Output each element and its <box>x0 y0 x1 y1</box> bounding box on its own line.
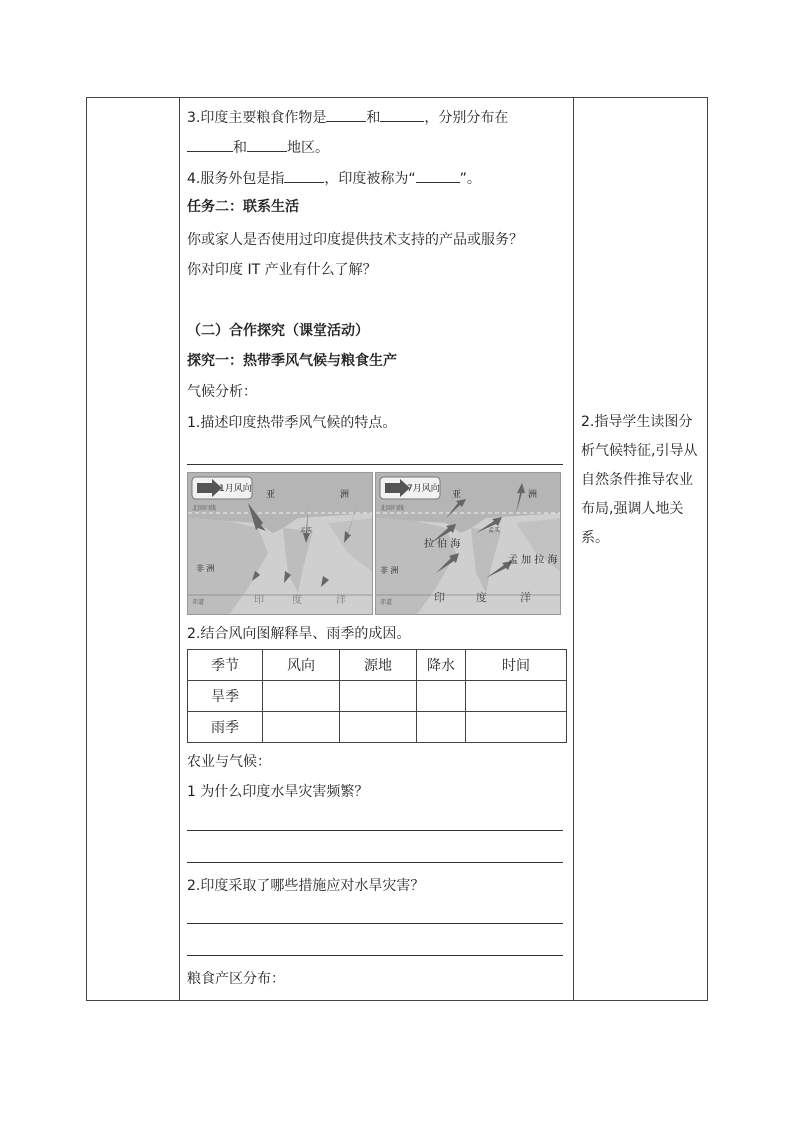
question-3-text: ，分别分布在 <box>424 110 509 126</box>
map-label: 度 <box>292 595 302 606</box>
answer-cell[interactable] <box>466 712 567 743</box>
task-2-question-2: 你对印度 IT 产业有什么了解？ <box>187 262 377 278</box>
teaching-note: 2.指导学生读图分析气候特征,引导从自然条件推导农业布局,强调人地关系。 <box>581 414 698 546</box>
question-3-line-1 <box>187 107 508 127</box>
map-label: 孟买 <box>300 527 313 534</box>
task-2-question-1: 你或家人是否使用过印度提供技术支持的产品或服务？ <box>187 232 523 248</box>
explore-title: 探究一：热带季风气候与粮食生产 <box>187 353 397 369</box>
header-cell: 风向 <box>263 650 340 681</box>
grain-region-label: 粮食产区分布： <box>187 971 285 987</box>
question-4 <box>187 168 481 188</box>
answer-cell[interactable] <box>340 681 417 712</box>
header-cell: 季节 <box>188 650 263 681</box>
map-legend: 7月风向 <box>407 484 440 494</box>
map-label: 孟买 <box>488 527 501 534</box>
season-table <box>187 649 567 743</box>
answer-cell[interactable] <box>417 681 466 712</box>
climate-question-1: 1.描述印度热带季风气候的特点。 <box>187 415 397 431</box>
question-4-text: ，印度被称为“ <box>324 171 416 187</box>
answer-blank[interactable] <box>380 107 424 122</box>
table-header-row <box>188 650 567 681</box>
climate-label: 气候分析： <box>187 384 257 400</box>
map-label: 度 <box>476 591 487 604</box>
table-row <box>188 712 567 743</box>
lesson-table <box>86 97 708 1001</box>
map-label: 拉 伯 海 <box>424 539 461 550</box>
question-3-text: 和 <box>233 140 247 156</box>
map-label: 洲 <box>340 490 350 500</box>
answer-cell[interactable] <box>340 712 417 743</box>
answer-cell[interactable] <box>466 681 567 712</box>
map-label: 印 <box>434 591 445 604</box>
header-cell: 时间 <box>466 650 567 681</box>
map-label: 印 <box>254 595 264 606</box>
agriculture-question-1: 1 为什么印度水旱灾害频繁？ <box>187 784 369 800</box>
section-title: （二）合作探究（课堂活动） <box>187 323 369 339</box>
answer-line[interactable] <box>187 862 563 863</box>
answer-cell[interactable] <box>263 681 340 712</box>
answer-blank[interactable] <box>326 107 366 122</box>
wind-direction-maps <box>187 472 563 615</box>
answer-line[interactable] <box>187 923 563 924</box>
climate-question-2: 2.结合风向图解释旱、雨季的成因。 <box>187 626 411 642</box>
answer-line[interactable] <box>187 464 563 465</box>
question-3-line-2 <box>187 137 329 157</box>
map-label: 北回归线 <box>380 505 405 512</box>
question-3-text: 和 <box>366 110 381 126</box>
map-label: 非 洲 <box>196 564 215 573</box>
map-label: 亚 <box>266 490 276 500</box>
map-label: 北回归线 <box>192 505 217 512</box>
answer-blank[interactable] <box>416 168 460 183</box>
january-wind-map <box>187 472 373 615</box>
question-3-text: 地区。 <box>287 140 329 156</box>
agriculture-question-2: 2.印度采取了哪些措施应对水旱灾害？ <box>187 878 425 894</box>
answer-blank[interactable] <box>247 137 287 152</box>
season-cell: 雨季 <box>188 712 263 743</box>
map-label: 孟 加 拉 海 <box>508 555 558 566</box>
map-label: 洋 <box>520 591 531 604</box>
table-row <box>188 681 567 712</box>
map-label: 赤道 <box>380 599 393 606</box>
header-cell: 降水 <box>417 650 466 681</box>
map-label: 洲 <box>528 490 538 500</box>
season-cell: 旱季 <box>188 681 263 712</box>
map-label: 非 洲 <box>380 566 399 575</box>
question-3-text: 3.印度主要粮食作物是 <box>187 110 327 126</box>
agriculture-label: 农业与气候： <box>187 754 271 770</box>
july-wind-map <box>375 472 561 615</box>
answer-cell[interactable] <box>263 712 340 743</box>
map-label: 洋 <box>336 595 346 606</box>
answer-blank[interactable] <box>284 168 324 183</box>
header-cell: 源地 <box>340 650 417 681</box>
teaching-notes-column <box>573 98 707 1000</box>
map-label: 亚 <box>452 490 462 500</box>
answer-line[interactable] <box>187 955 563 956</box>
answer-cell[interactable] <box>417 712 466 743</box>
question-4-text: ”。 <box>459 171 481 187</box>
content-column <box>179 98 573 1000</box>
answer-blank[interactable] <box>187 137 233 152</box>
map-label: 赤道 <box>192 599 205 606</box>
question-4-text: 4.服务外包是指 <box>187 171 285 187</box>
task-2-title: 任务二：联系生活 <box>187 199 299 215</box>
answer-line[interactable] <box>187 830 563 831</box>
map-legend: 1月风向 <box>219 484 252 494</box>
